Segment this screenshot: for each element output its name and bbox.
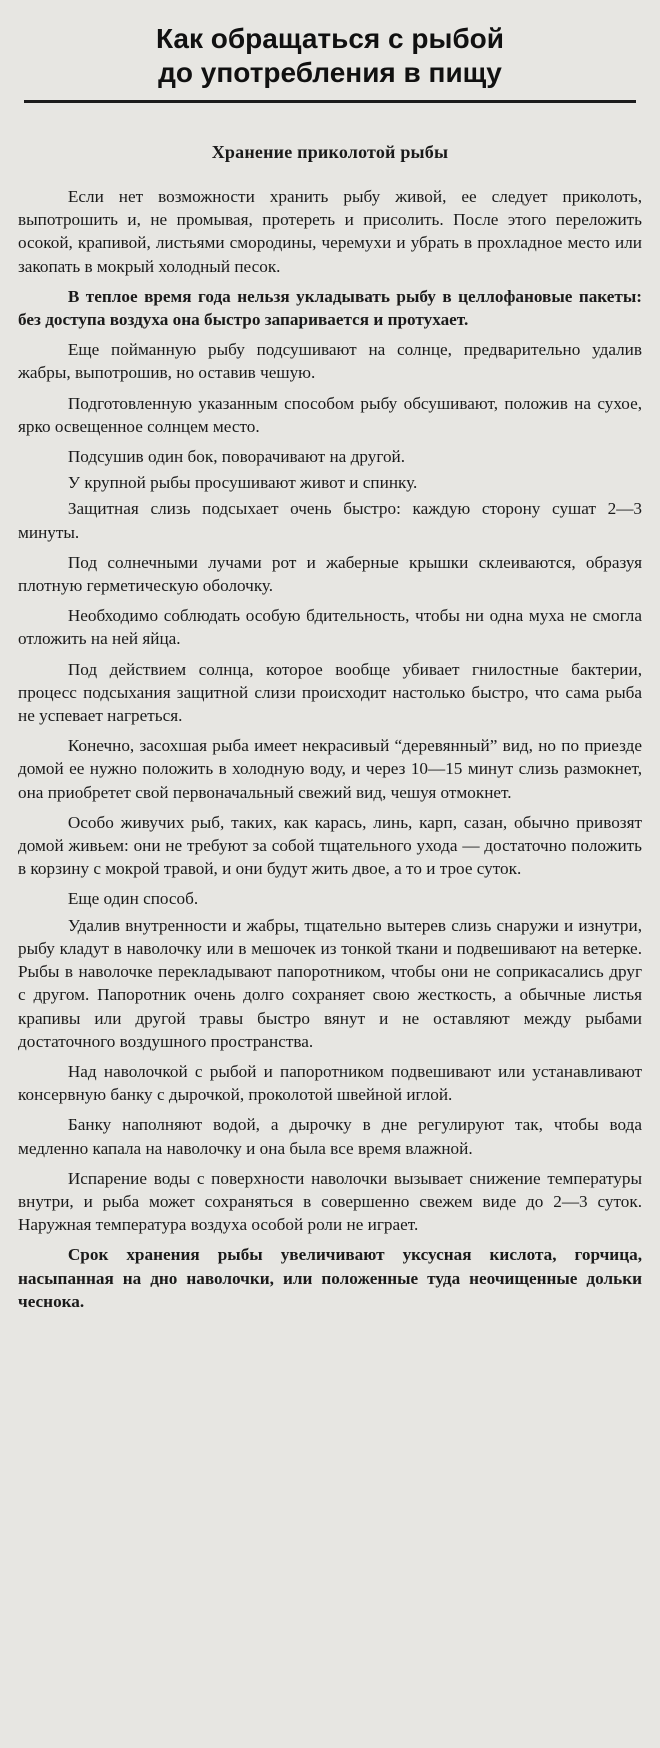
paragraph-tip: Срок хранения рыбы увеличивают уксусная кислота, горчица, насыпанная на дно наволочки, или положенные туда неочищенные дольки чеснока. — [18, 1245, 642, 1311]
paragraph: Над наволочкой с рыбой и папоротником подвешивают или устанавливают консервную банку с дырочкой, проколотой швейной иглой. — [18, 1061, 642, 1105]
paragraph: Еще один способ. — [67, 889, 199, 909]
title-divider — [24, 100, 636, 103]
article-body — [18, 185, 642, 1313]
paragraph: Еще пойманную рыбу подсушивают на солнце, предварительно удалив жабры, выпотрошив, но оставив чешую. — [18, 340, 642, 383]
paragraph-warning: В теплое время года нельзя укладывать рыбу в целлофановые пакеты: без доступа воздуха она быстро запаривается и протухает. — [18, 286, 642, 330]
paragraph: Под действием солнца, которое вообще убивает гнилостные бактерии, процесс подсыхания защитной слизи происходит настолько быстро, что сама рыба не успевает нагреться. — [18, 659, 642, 726]
paragraph: Под солнечными лучами рот и жаберные крышки склеиваются, образуя плотную герметическую оболочку. — [18, 552, 642, 596]
article-header — [18, 0, 642, 103]
paragraph: Испарение воды с поверхности наволочки вызывает снижение температуры внутри, и рыба может сохраняться в совершенно свежем виде до 2—3 суток. Наружная температура воздуха особой роли не играет. — [18, 1168, 642, 1235]
paragraph: Если нет возможности хранить рыбу живой, ее следует приколоть, выпотрошить и, не промывая, протереть и присолить. После этого переложить осокой, крапивой, листьями смородины, черемухи и убрать в прохладное место или закопать в мокрый холодный песок. — [18, 187, 642, 276]
paragraph: Банку наполняют водой, а дырочку в дне регулируют так, чтобы вода медленно капала на наволочку и она была все время влажной. — [18, 1115, 642, 1158]
paragraph: Подготовленную указанным способом рыбу обсушивают, положив на сухое, ярко освещенное солнцем место. — [18, 393, 642, 436]
paragraph: Удалив внутренности и жабры, тщательно вытерев слизь снаружи и изнутри, рыбу кладут в наволочку или в мешочек из тонкой ткани и подвешивают на ветерке. Рыбы в наволочке перекладывают папоротником, чтобы они не соприкасались друг с другом. Папоротник очень долго сохраняет свою жесткость, а обычные листья крапивы или другой травы быстро вянут и не оставляют между рыбами достаточного воздушного пространства. — [18, 915, 642, 1051]
section-heading: Хранение приколотой рыбы — [211, 142, 449, 162]
page-title-line-1: Как обращаться с рыбой — [155, 23, 504, 54]
paragraph: Защитная слизь подсыхает очень быстро: каждую сторону сушат 2—3 минуты. — [18, 499, 642, 542]
paragraph: У крупной рыбы просушивают живот и спинку. — [67, 473, 418, 493]
page-title-line-2: до употребления в пищу — [158, 57, 502, 88]
paragraph: Конечно, засохшая рыба имеет некрасивый “деревянный” вид, но по приезде домой ее нужно положить в холодную воду, и через 10—15 минут слизь размокнет, она приобретет свой первоначальный свежий вид, чешуя отмокнет. — [18, 736, 642, 802]
paragraph: Особо живучих рыб, таких, как карась, линь, карп, сазан, обычно привозят домой живьем: они не требуют за собой тщательного ухода — достаточно положить в корзину с мокрой травой, и они будут жить двое, а то и трое суток. — [18, 812, 642, 879]
paragraph: Необходимо соблюдать особую бдительность, чтобы ни одна муха не смогла отложить на ней яйца. — [18, 606, 642, 649]
paragraph: Подсушив один бок, поворачивают на другой. — [67, 447, 406, 467]
